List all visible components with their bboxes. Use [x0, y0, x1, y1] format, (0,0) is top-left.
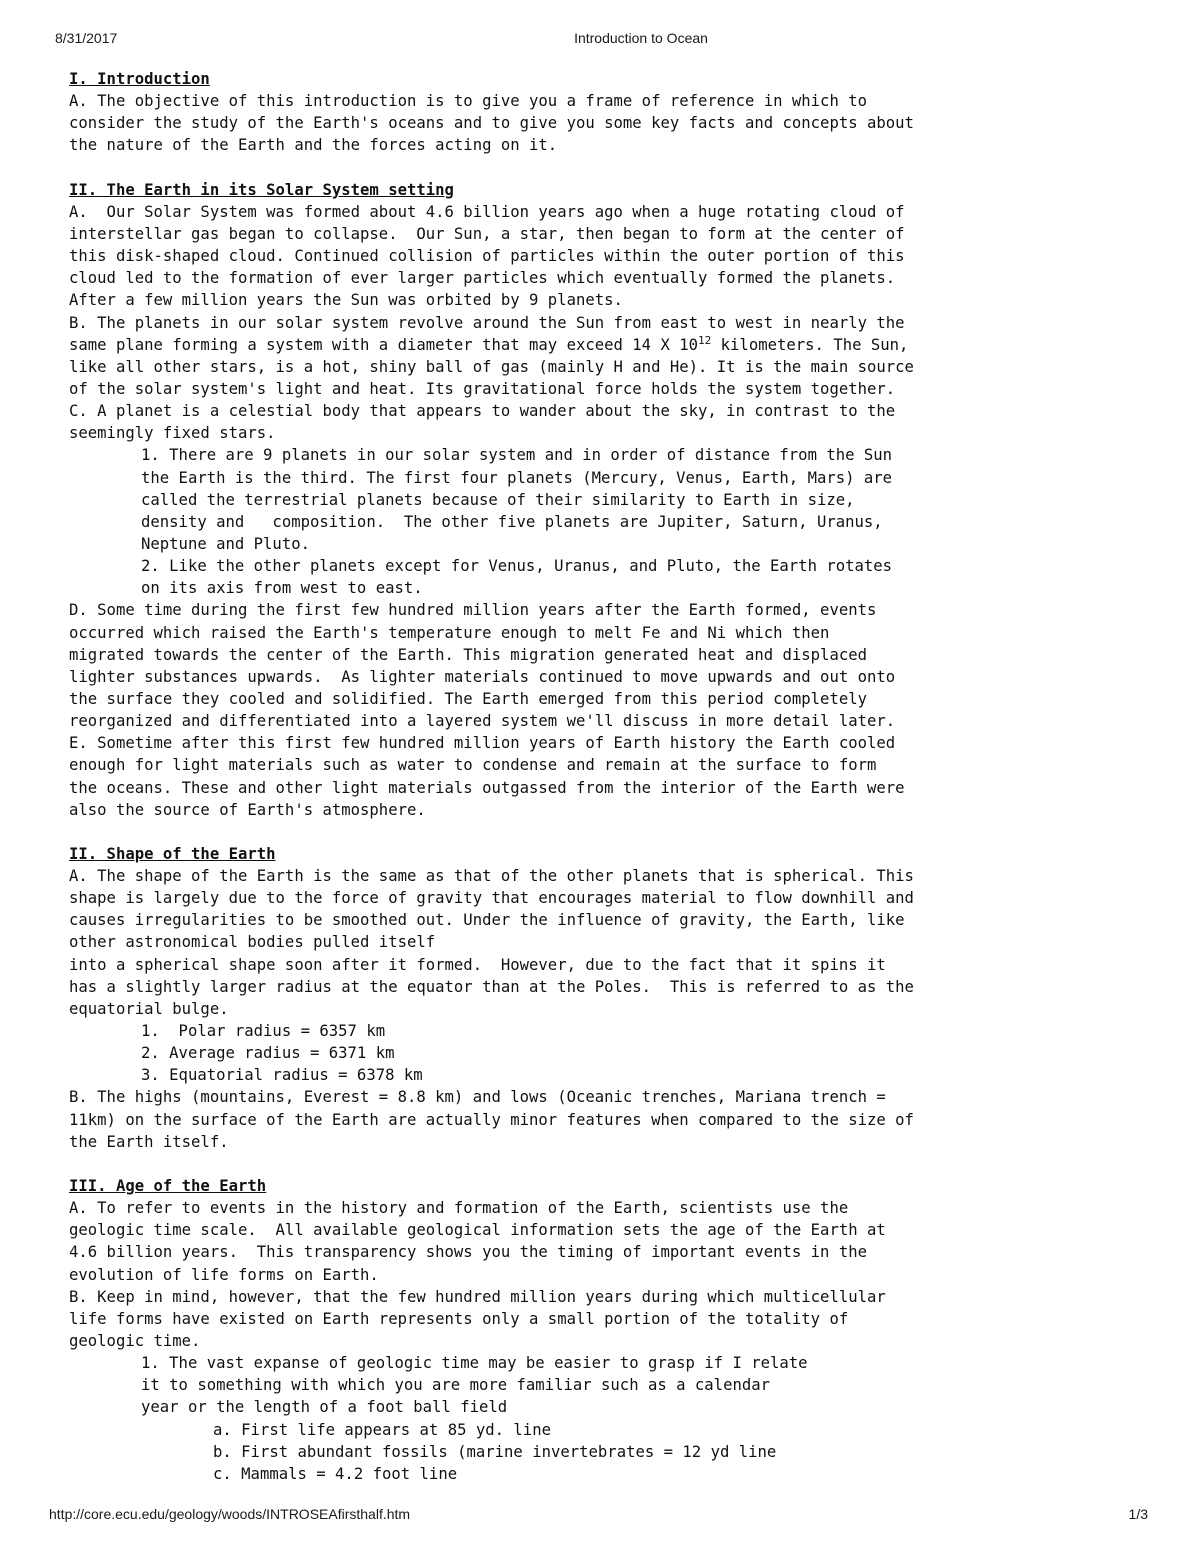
line-text: other astronomical bodies pulled itself [69, 933, 436, 952]
line-text: on its axis from west to east. [141, 579, 423, 598]
text-line [69, 688, 1149, 710]
text-line [69, 1308, 1149, 1330]
text-line [69, 1352, 1149, 1374]
line-text: B. The planets in our solar system revolve around the Sun from east to west in nearly the [69, 313, 905, 332]
text-line [69, 998, 1149, 1020]
line-text: reorganized and differentiated into a layered system we'll discuss in more detail later. [69, 712, 896, 731]
text-line [69, 90, 1149, 112]
document-body [69, 68, 1149, 1485]
text-line [69, 400, 1149, 422]
line-text: same plane forming a system with a diameter that may exceed 14 X 10 [69, 335, 699, 354]
text-line [69, 1219, 1149, 1241]
line-text: 1. The vast expanse of geologic time may be easier to grasp if I relate [141, 1354, 808, 1373]
line-text: Neptune and Pluto. [141, 534, 310, 553]
text-line [69, 289, 1149, 311]
text-line [69, 533, 1149, 555]
line-text: A. The shape of the Earth is the same as that of the other planets that is spherical. This [69, 867, 914, 886]
text-line [69, 1396, 1149, 1418]
blank-line [69, 1153, 1149, 1175]
text-line [69, 444, 1149, 466]
line-text: 1. There are 9 planets in our solar system and in order of distance from the Sun [141, 446, 893, 465]
text-line [69, 909, 1149, 931]
line-text: the surface they cooled and solidified. The Earth emerged from this period completely [69, 689, 867, 708]
text-line [69, 1441, 1149, 1463]
text-line [69, 1042, 1149, 1064]
text-line [69, 245, 1149, 267]
text-line [69, 754, 1149, 776]
page-title: Introduction to Ocean [574, 30, 708, 46]
text-line [69, 1330, 1149, 1352]
line-text: causes irregularities to be smoothed out. Under the influence of gravity, the Earth, like [69, 911, 905, 930]
line-text: the nature of the Earth and the forces acting on it. [69, 136, 558, 155]
line-text: a. First life appears at 85 yd. line [213, 1420, 551, 1439]
line-text: the Earth itself. [69, 1132, 229, 1151]
text-line [69, 1419, 1149, 1441]
text-line [69, 1064, 1149, 1086]
text-line [69, 134, 1149, 156]
line-text: B. Keep in mind, however, that the few hundred million years during which multicellular [69, 1287, 886, 1306]
line-text: C. A planet is a celestial body that appears to wander about the sky, in contrast to the [69, 402, 896, 421]
line-text: consider the study of the Earth's oceans and to give you some key facts and concepts about [69, 114, 914, 133]
text-line [69, 1197, 1149, 1219]
line-text: seemingly fixed stars. [69, 424, 276, 443]
line-text: lighter substances upwards. As lighter materials continued to move upwards and out onto [69, 667, 896, 686]
line-text: the oceans. These and other light materials outgassed from the interior of the Earth were [69, 778, 905, 797]
line-text: migrated towards the center of the Earth. This migration generated heat and displaced [69, 645, 867, 664]
section-heading-text: II. Shape of the Earth [69, 844, 276, 863]
text-line [69, 511, 1149, 533]
line-text: D. Some time during the first few hundred million years after the Earth formed, events [69, 601, 877, 620]
line-text: into a spherical shape soon after it formed. However, due to the fact that it spins it [69, 955, 886, 974]
text-line [69, 732, 1149, 754]
line-text: occurred which raised the Earth's temperature enough to melt Fe and Ni which then [69, 623, 830, 642]
text-line [69, 1374, 1149, 1396]
text-line [69, 112, 1149, 134]
text-line [69, 1020, 1149, 1042]
line-text: A. The objective of this introduction is to give you a frame of reference in which to [69, 92, 867, 111]
text-line [69, 422, 1149, 444]
page-number: 1/3 [1128, 1506, 1148, 1522]
line-text: has a slightly larger radius at the equator than at the Poles. This is referred to as the [69, 977, 914, 996]
section-heading [69, 1175, 1149, 1197]
section-heading-text: II. The Earth in its Solar System setting [69, 180, 454, 199]
section-heading [69, 68, 1149, 90]
text-line [69, 312, 1149, 334]
text-line [69, 1241, 1149, 1263]
text-line [69, 1286, 1149, 1308]
line-text: 2. Average radius = 6371 km [141, 1044, 395, 1063]
print-date: 8/31/2017 [55, 30, 118, 46]
line-text: B. The highs (mountains, Everest = 8.8 km) and lows (Oceanic trenches, Mariana trench = [69, 1088, 886, 1107]
line-text: b. First abundant fossils (marine invertebrates = 12 yd line [213, 1442, 777, 1461]
line-text: the Earth is the third. The first four planets (Mercury, Venus, Earth, Mars) are [141, 468, 893, 487]
text-line [69, 1109, 1149, 1131]
line-text: A. Our Solar System was formed about 4.6 billion years ago when a huge rotating cloud of [69, 202, 905, 221]
line-text: geologic time. [69, 1332, 201, 1351]
text-line [69, 1264, 1149, 1286]
line-text: year or the length of a foot ball field [141, 1398, 508, 1417]
source-url: http://core.ecu.edu/geology/woods/INTROSEAfirsthalf.htm [49, 1506, 411, 1522]
text-line [69, 931, 1149, 953]
section-heading-text: III. Age of the Earth [69, 1177, 267, 1196]
line-text: it to something with which you are more familiar such as a calendar [141, 1376, 771, 1395]
line-text: c. Mammals = 4.2 foot line [213, 1464, 458, 1483]
text-line [69, 622, 1149, 644]
text-line [69, 976, 1149, 998]
line-text-continued: kilometers. The Sun, [711, 335, 909, 354]
line-text: 3. Equatorial radius = 6378 km [141, 1066, 423, 1085]
text-line [69, 865, 1149, 887]
text-line [69, 267, 1149, 289]
text-line [69, 954, 1149, 976]
line-text: 1. Polar radius = 6357 km [141, 1022, 386, 1041]
line-text: enough for light materials such as water to condense and remain at the surface to form [69, 756, 877, 775]
line-text: A. To refer to events in the history and formation of the Earth, scientists use the [69, 1199, 849, 1218]
line-text: After a few million years the Sun was orbited by 9 planets. [69, 291, 623, 310]
blank-line [69, 821, 1149, 843]
line-text: E. Sometime after this first few hundred million years of Earth history the Earth cooled [69, 734, 896, 753]
text-line [69, 599, 1149, 621]
text-line [69, 1086, 1149, 1108]
text-line [69, 378, 1149, 400]
line-text: 2. Like the other planets except for Venus, Uranus, and Pluto, the Earth rotates [141, 557, 893, 576]
line-text: this disk-shaped cloud. Continued collision of particles within the outer portion of this [69, 247, 905, 266]
line-text: like all other stars, is a hot, shiny ball of gas (mainly H and He). It is the main source [69, 357, 914, 376]
text-line [69, 666, 1149, 688]
line-text: of the solar system's light and heat. Its gravitational force holds the system together. [69, 379, 896, 398]
line-text: equatorial bulge. [69, 999, 229, 1018]
text-line [69, 467, 1149, 489]
line-text: 4.6 billion years. This transparency shows you the timing of important events in the [69, 1243, 867, 1262]
section-heading-text: I. Introduction [69, 70, 210, 88]
line-text: life forms have existed on Earth represents only a small portion of the totality of [69, 1309, 849, 1328]
text-line [69, 1463, 1149, 1485]
line-text: shape is largely due to the force of gravity that encourages material to flow downhill and [69, 889, 914, 908]
blank-line [69, 157, 1149, 179]
text-line [69, 577, 1149, 599]
exponent: 12 [698, 333, 712, 347]
text-line [69, 644, 1149, 666]
line-text: geologic time scale. All available geological information sets the age of the Earth at [69, 1221, 886, 1240]
text-line [69, 799, 1149, 821]
section-heading [69, 179, 1149, 201]
text-line [69, 555, 1149, 577]
line-text: called the terrestrial planets because of their similarity to Earth in size, [141, 490, 855, 509]
text-line [69, 777, 1149, 799]
line-text: 11km) on the surface of the Earth are actually minor features when compared to the size of [69, 1110, 914, 1129]
text-line [69, 201, 1149, 223]
line-text: density and composition. The other five planets are Jupiter, Saturn, Uranus, [141, 512, 883, 531]
text-line [69, 334, 1149, 356]
text-line [69, 223, 1149, 245]
line-text: evolution of life forms on Earth. [69, 1265, 379, 1284]
text-line [69, 356, 1149, 378]
line-text: also the source of Earth's atmosphere. [69, 800, 426, 819]
text-line [69, 489, 1149, 511]
line-text: cloud led to the formation of ever larger particles which eventually formed the planets. [69, 269, 896, 288]
text-line [69, 710, 1149, 732]
text-line [69, 887, 1149, 909]
line-text: interstellar gas began to collapse. Our Sun, a star, then began to form at the center of [69, 224, 905, 243]
text-line [69, 1131, 1149, 1153]
section-heading [69, 843, 1149, 865]
